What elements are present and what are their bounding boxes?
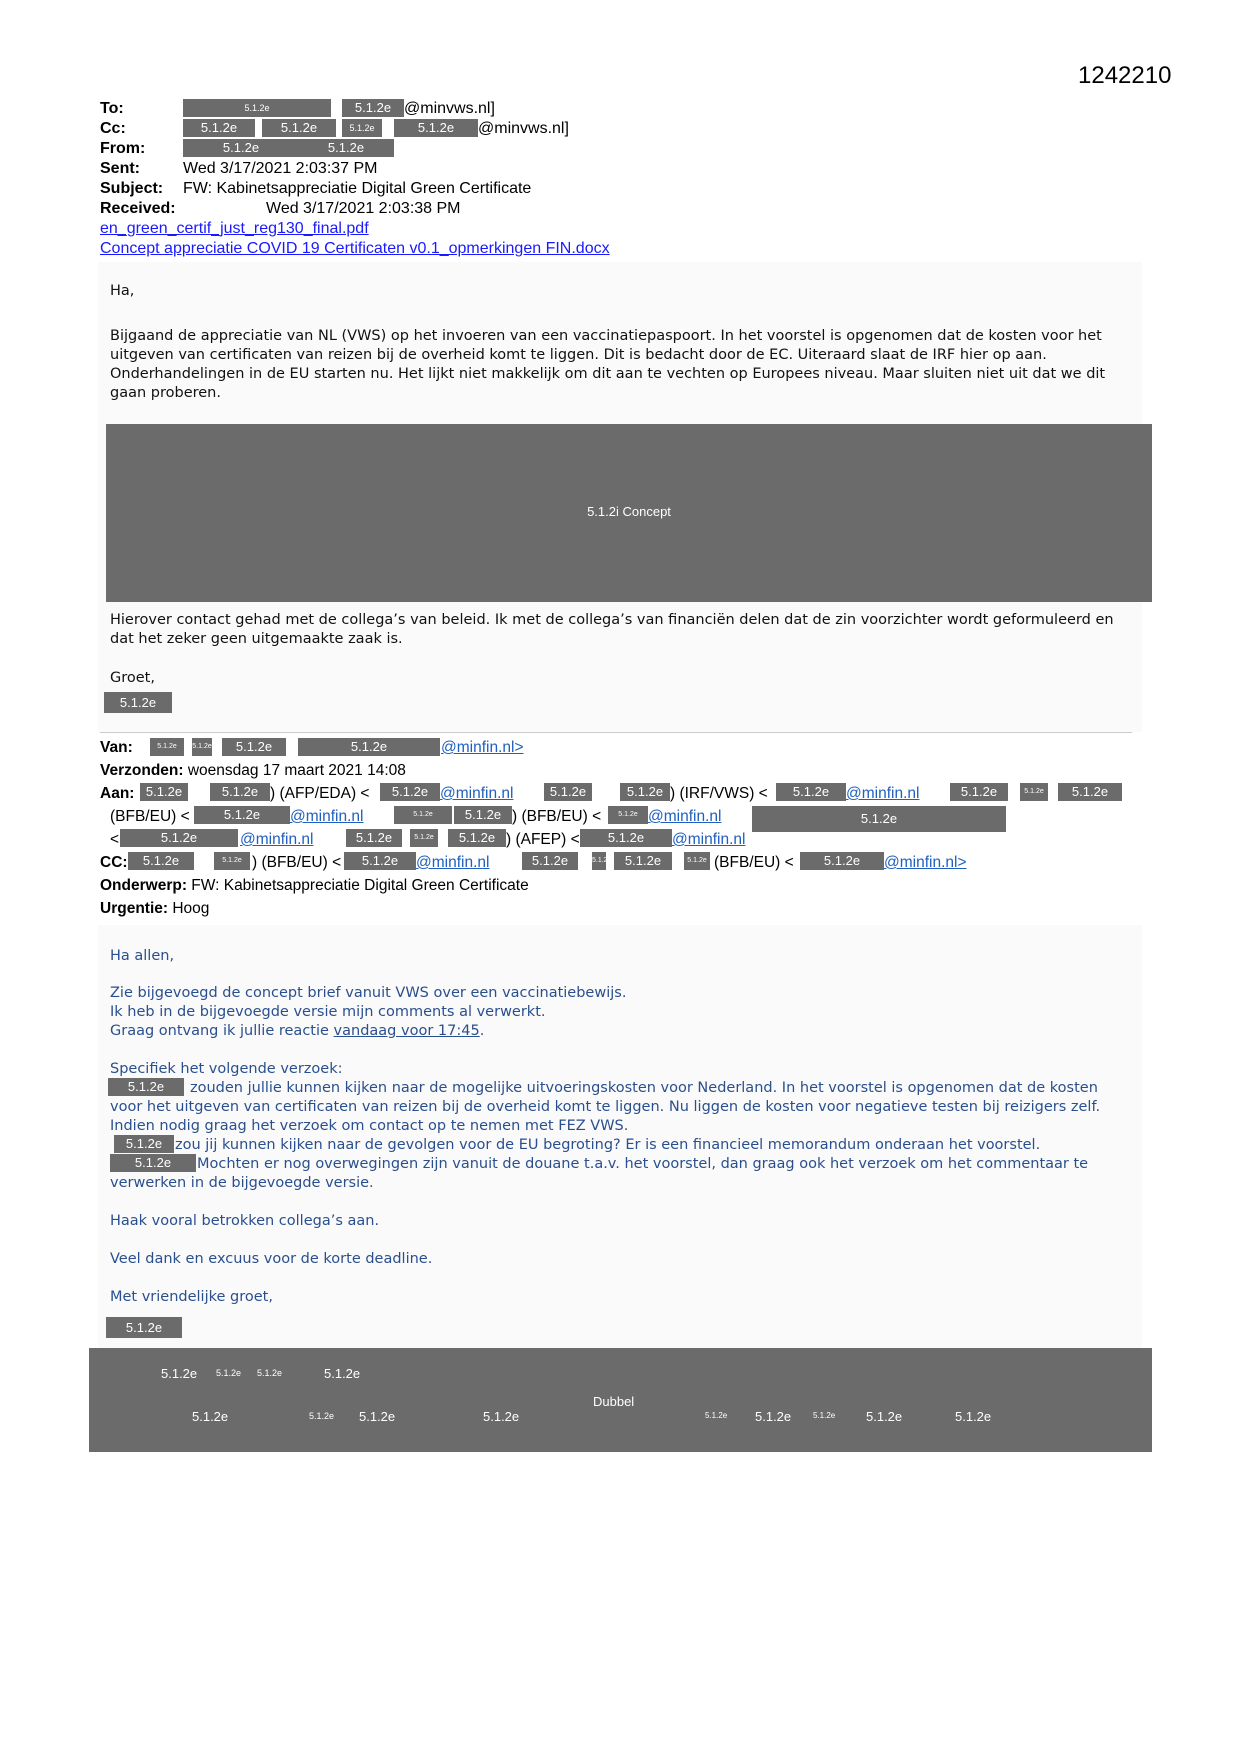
redaction-aan-13: 5.1.2e — [608, 806, 648, 824]
aan-irf-vws: ) (IRF/VWS) < — [670, 785, 768, 802]
redaction-aan-8: 5.1.2e — [1020, 783, 1048, 801]
greeting-2: Ha allen, — [110, 948, 175, 964]
footer-code-4: 5.1.2e — [324, 1366, 361, 1381]
msg2-line-3 — [110, 1022, 1140, 1041]
sent-label: Sent: — [100, 160, 140, 177]
redaction-van-2: 5.1.2e — [192, 738, 212, 756]
footer-code-13: 5.1.2e — [955, 1409, 992, 1424]
request-3: Mochten er nog overwegingen zijn vanuit de douane t.a.v. het voorstel, dan graag ook het verzoek om het commentaar te verwerken in de bijgevoegde versie. — [110, 1156, 1089, 1191]
redaction-van-3: 5.1.2e — [222, 738, 286, 756]
footer-code-8: 5.1.2e — [483, 1409, 520, 1424]
attachment-link-docx[interactable]: Concept appreciatie COVID 19 Certificaten v0.1_opmerkingen FIN.docx — [100, 240, 610, 257]
redaction-from-2: 5.1.2e — [298, 139, 394, 157]
redaction-aan-17: 5.1.2e — [410, 829, 438, 847]
footer-code-12: 5.1.2e — [866, 1409, 903, 1424]
redaction-cc-fwd-6: 5.1.2e — [614, 852, 672, 870]
van-label: Van: — [100, 739, 133, 756]
aan-bfb-eu-2: ) (BFB/EU) < — [512, 808, 602, 825]
redaction-aan-7: 5.1.2e — [950, 783, 1008, 801]
document-number: 1242210 — [1078, 62, 1172, 89]
redaction-cc-fwd-8: 5.1.2e — [800, 852, 884, 870]
redaction-aan-18: 5.1.2e — [448, 829, 506, 847]
subject-label: Subject: — [100, 180, 164, 197]
request-2: zou jij kunnen kijken naar de gevolgen voor de EU begroting? Er is een financieel memorandum onderaan het voorstel. — [175, 1137, 1041, 1153]
cc-email-1[interactable]: @minfin.nl — [416, 854, 490, 871]
onderwerp-line — [100, 874, 529, 897]
redaction-aan-14: 5.1.2e — [752, 806, 1006, 832]
footer-code-9: 5.1.2e — [705, 1411, 728, 1420]
redaction-aan-3: 5.1.2e — [380, 783, 440, 801]
van-line — [100, 736, 133, 759]
deadline-underlined: vandaag voor 17:45 — [333, 1023, 480, 1039]
cc-bfb-eu-1: ) (BFB/EU) < — [252, 854, 342, 871]
redaction-cc-1: 5.1.2e — [183, 119, 255, 137]
aan-email-5[interactable]: @minfin.nl — [240, 831, 314, 848]
request-1: zouden jullie kunnen kijken naar de mogelijke uitvoeringskosten voor Nederland. In het voorstel is opgenomen dat de kosten voor het uitgeven van certificaten van reizen bij de overheid komt te liggen. Nu liggen de kosten voor negatieve testen bij reizigers zelf. Indien nodig graag het verzoek om contact op te nemen met FEZ VWS. — [110, 1080, 1101, 1134]
to-suffix: @minvws.nl] — [404, 100, 495, 117]
redaction-aan-16: 5.1.2e — [346, 829, 402, 847]
redaction-aan-15: 5.1.2e — [120, 829, 238, 847]
aan-lt: < — [110, 831, 120, 848]
closing-2: Met vriendelijke groet, — [110, 1289, 273, 1305]
msg2-line-1: Zie bijgevoegd de concept brief vanuit VWS over een vaccinatiebewijs. — [110, 985, 627, 1001]
redaction-van-4: 5.1.2e — [298, 738, 440, 756]
redaction-cc-fwd-7: 5.1.2e — [684, 852, 710, 870]
redaction-cc-4: 5.1.2e — [394, 119, 478, 137]
verzonden-value: woensdag 17 maart 2021 14:08 — [187, 762, 406, 779]
redaction-req-3: 5.1.2e — [110, 1154, 196, 1172]
redaction-aan-11: 5.1.2e — [394, 806, 452, 824]
from-label: From: — [100, 140, 146, 157]
redaction-cc-2: 5.1.2e — [262, 119, 336, 137]
aan-email-3[interactable]: @minfin.nl — [290, 808, 364, 825]
redaction-van-1: 5.1.2e — [150, 738, 184, 756]
redaction-from-1: 5.1.2e — [183, 139, 299, 157]
msg2-line-3-prefix: Graag ontvang ik jullie reactie — [110, 1023, 334, 1039]
cc-label-wrap — [100, 851, 128, 874]
verzonden-label: Verzonden: — [100, 762, 184, 779]
redaction-to-1: 5.1.2e — [183, 99, 331, 117]
redaction-cc-fwd-5: 5.1.2e — [592, 852, 606, 870]
redaction-req-2: 5.1.2e — [114, 1135, 174, 1153]
redaction-aan-4: 5.1.2e — [544, 783, 592, 801]
footer-code-3: 5.1.2e — [257, 1368, 283, 1378]
request-intro: Specifiek het volgende verzoek: — [110, 1061, 343, 1077]
footer-code-6: 5.1.2e — [309, 1411, 335, 1421]
attachment-link-pdf[interactable]: en_green_certif_just_reg130_final.pdf — [100, 220, 369, 237]
redaction-aan-10: 5.1.2e — [194, 806, 290, 824]
verzonden-line — [100, 759, 406, 782]
footer-code-5: 5.1.2e — [192, 1409, 229, 1424]
paragraph-1: Bijgaand de appreciatie van NL (VWS) op het invoeren van een vaccinatiepaspoort. In het voorstel is opgenomen dat de kosten voor het uitgeven van certificaten van reizen bij de overheid komt te liggen. Dit is bedacht door de EC. Uiteraard slaat de IRF hier op aan. Onderhandelingen in de EU starten nu. Het lijkt niet makkelijk om dit aan te vechten op Europees niveau. Maar sluiten niet uit dat we dit gaan proberen. — [110, 328, 1106, 401]
aan-email-4[interactable]: @minfin.nl — [648, 808, 722, 825]
fwd-cc-label: CC: — [100, 854, 128, 871]
aan-label-wrap — [100, 782, 134, 805]
aan-email-2[interactable]: @minfin.nl — [846, 785, 920, 802]
haak-line: Haak vooral betrokken collega’s aan. — [110, 1213, 380, 1229]
cc-suffix: @minvws.nl] — [478, 120, 569, 137]
redaction-req-1: 5.1.2e — [108, 1078, 184, 1096]
footer-code-11: 5.1.2e — [813, 1411, 836, 1420]
aan-bfb-eu-1: (BFB/EU) < — [110, 808, 190, 825]
redacted-concept-block — [106, 424, 1152, 602]
redaction-signature-2: 5.1.2e — [106, 1317, 182, 1338]
redaction-signature-1: 5.1.2e — [104, 692, 172, 713]
redaction-aan-9: 5.1.2e — [1058, 783, 1122, 801]
redaction-to-2: 5.1.2e — [342, 99, 404, 117]
cc-label: Cc: — [100, 120, 126, 137]
redaction-cc-3: 5.1.2e — [342, 119, 382, 137]
redaction-cc-fwd-1: 5.1.2e — [128, 852, 194, 870]
dank-line: Veel dank en excuus voor de korte deadline. — [110, 1251, 433, 1267]
paragraph-2: Hierover contact gehad met de collega’s van beleid. Ik met de collega’s van financiën delen dat de zin voorzichter wordt geformuleerd en dat het zeker geen uitgemaakte zaak is. — [110, 612, 1114, 647]
redaction-aan-12: 5.1.2e — [454, 806, 512, 824]
footer-code-2: 5.1.2e — [216, 1368, 242, 1378]
footer-dubbel-label: Dubbel — [593, 1394, 635, 1409]
received-label: Received: — [100, 200, 176, 217]
received-value: Wed 3/17/2021 2:03:38 PM — [266, 200, 461, 217]
footer-code-10: 5.1.2e — [755, 1409, 792, 1424]
redaction-aan-19: 5.1.2e — [580, 829, 672, 847]
redaction-cc-fwd-4: 5.1.2e — [522, 852, 578, 870]
urgentie-value: Hoog — [172, 900, 210, 917]
urgentie-label: Urgentie: — [100, 900, 169, 917]
footer-code-1: 5.1.2e — [161, 1366, 198, 1381]
cc-email-2[interactable]: @minfin.nl> — [884, 854, 967, 871]
onderwerp-label: Onderwerp: — [100, 877, 187, 894]
aan-email-1[interactable]: @minfin.nl — [440, 785, 514, 802]
redacted-concept-label: 5.1.2i Concept — [587, 504, 671, 519]
redaction-aan-5: 5.1.2e — [620, 783, 670, 801]
divider — [100, 732, 1132, 733]
redaction-aan-2: 5.1.2e — [210, 783, 270, 801]
subject-value: FW: Kabinetsappreciatie Digital Green Certificate — [183, 180, 532, 197]
msg2-line-3-suffix: . — [479, 1023, 485, 1039]
redacted-footer-block — [89, 1348, 1152, 1452]
van-email-suffix[interactable]: @minfin.nl> — [441, 739, 524, 756]
urgentie-line — [100, 897, 209, 920]
redaction-cc-fwd-2: 5.1.2e — [214, 852, 250, 870]
redaction-cc-fwd-3: 5.1.2e — [344, 852, 416, 870]
aan-email-6[interactable]: @minfin.nl — [672, 831, 746, 848]
to-label: To: — [100, 100, 124, 117]
msg2-line-2: Ik heb in de bijgevoegde versie mijn comments al verwerkt. — [110, 1004, 546, 1020]
footer-code-7: 5.1.2e — [359, 1409, 396, 1424]
redaction-aan-6: 5.1.2e — [776, 783, 846, 801]
redaction-aan-1: 5.1.2e — [140, 783, 188, 801]
greeting-1: Ha, — [110, 283, 135, 299]
aan-afp-eda: ) (AFP/EDA) < — [270, 785, 370, 802]
cc-bfb-eu-2: (BFB/EU) < — [714, 854, 794, 871]
aan-label: Aan: — [100, 785, 135, 802]
sent-value: Wed 3/17/2021 2:03:37 PM — [183, 160, 378, 177]
aan-afep: ) (AFEP) < — [506, 831, 580, 848]
closing-1: Groet, — [110, 670, 155, 686]
onderwerp-value: FW: Kabinetsappreciatie Digital Green Certificate — [191, 877, 529, 894]
